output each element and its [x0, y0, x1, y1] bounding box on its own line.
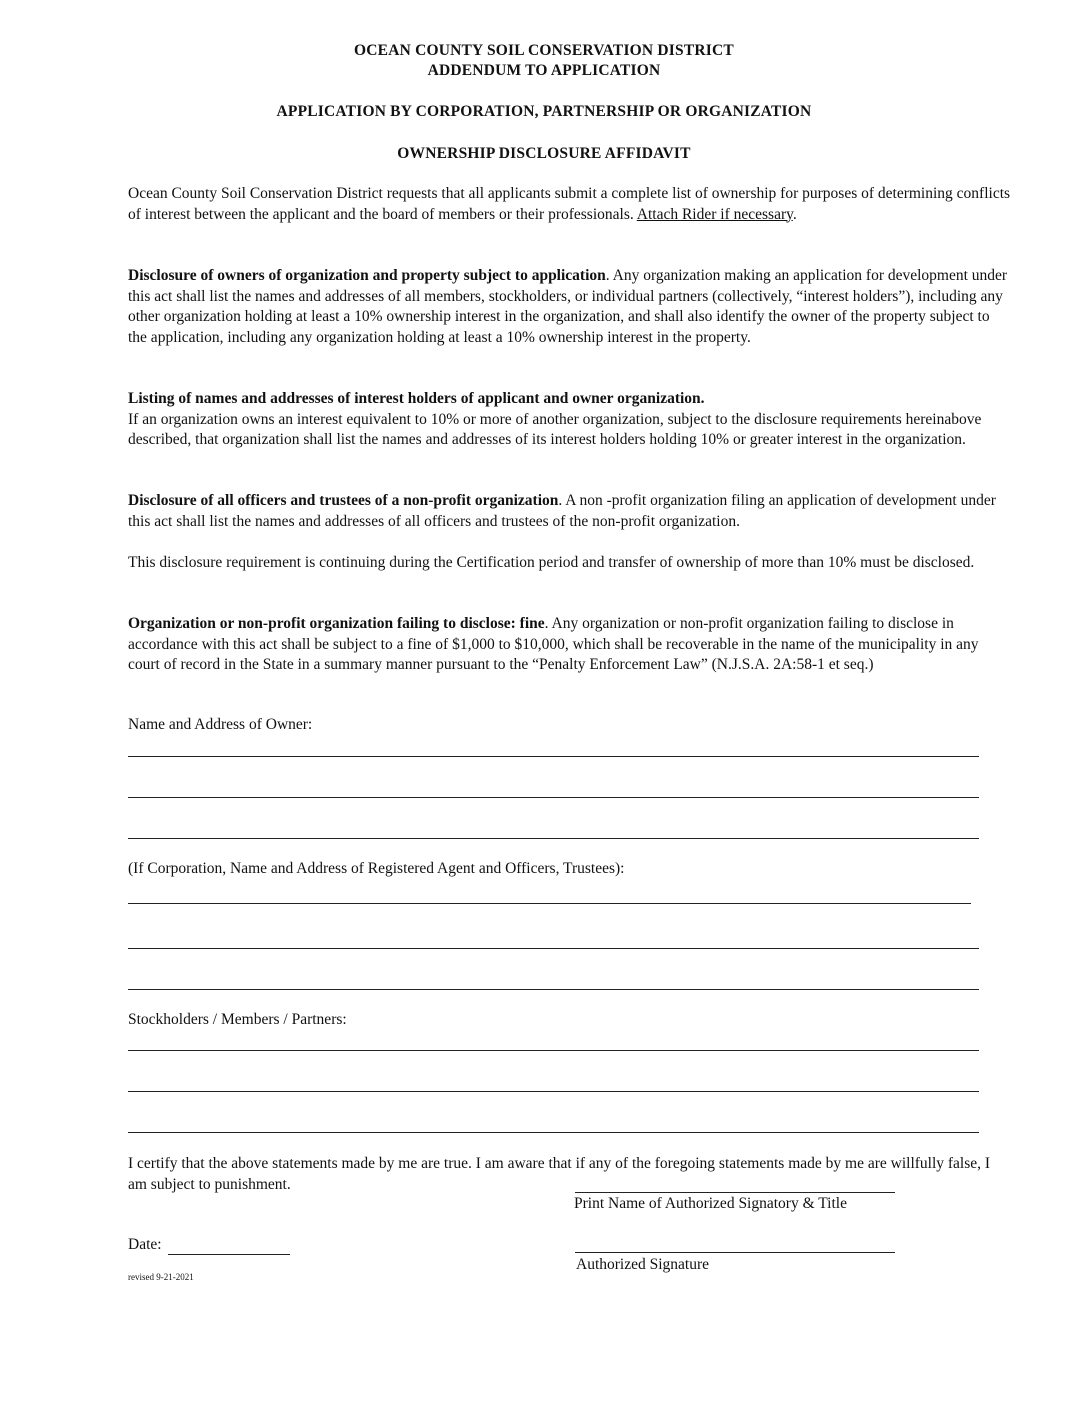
owner-line-2[interactable] [128, 797, 979, 798]
print-name-label: Print Name of Authorized Signatory & Title [574, 1195, 847, 1212]
revision-note: revised 9-21-2021 [128, 1272, 194, 1282]
owner-line-3[interactable] [128, 838, 979, 839]
intro-paragraph [128, 184, 1012, 225]
non-profit-body: . A non -profit organization filing an application of development under this act shall list the names and addresses of all officers and trustees of the non-profit organization. [128, 492, 996, 530]
stockholders-line-3[interactable] [128, 1132, 979, 1133]
interest-holders-heading: Listing of names and addresses of interest holders of applicant and owner organization. [128, 390, 705, 407]
non-profit-paragraph [128, 491, 1012, 532]
addendum-title: ADDENDUM TO APPLICATION [427, 62, 661, 79]
intro-text: Ocean County Soil Conservation District requests that all applicants submit a complete list of ownership for purposes of determining conflicts of interest between the applicant and the board of members or their professionals. [128, 185, 1011, 223]
owner-label: Name and Address of Owner: [128, 716, 313, 733]
district-title: OCEAN COUNTY SOIL CONSERVATION DISTRICT [354, 42, 734, 59]
date-line[interactable] [168, 1254, 290, 1255]
application-title: APPLICATION BY CORPORATION, PARTNERSHIP OR ORGANIZATION [276, 103, 812, 120]
attach-rider-link: Attach Rider if necessary [636, 205, 793, 223]
signature-line[interactable] [575, 1252, 895, 1253]
owners-disclosure-paragraph [128, 266, 1012, 348]
interest-holders-body: If an organization owns an interest equivalent to 10% or more of another organization, subject to the disclosure requirements hereinabove described, that organization shall list the names and addresses of its interest holders holding 10% or greater interest in the organization. [128, 410, 982, 448]
affidavit-title: OWNERSHIP DISCLOSURE AFFIDAVIT [397, 145, 691, 162]
print-name-line[interactable] [575, 1192, 895, 1193]
non-profit-heading: Disclosure of all officers and trustees of a non-profit organization [128, 492, 559, 509]
corporation-line-2[interactable] [128, 948, 979, 949]
continuing-requirement-paragraph: This disclosure requirement is continuing during the Certification period and transfer of ownership of more than 10% must be disclosed. [128, 554, 975, 571]
owner-line-1[interactable] [128, 756, 979, 757]
fine-heading: Organization or non-profit organization failing to disclose: fine [128, 615, 545, 632]
corporation-line-3[interactable] [128, 989, 979, 990]
corporation-line-1[interactable] [128, 903, 971, 904]
interest-holders-paragraph [128, 389, 1012, 451]
certification-statement: I certify that the above statements made by me are true. I am aware that if any of the foregoing statements made by me are willfully false, I am subject to punishment. [128, 1155, 991, 1193]
corporation-label: (If Corporation, Name and Address of Registered Agent and Officers, Trustees): [128, 860, 625, 877]
stockholders-line-2[interactable] [128, 1091, 979, 1092]
stockholders-label: Stockholders / Members / Partners: [128, 1011, 347, 1028]
date-label: Date: [128, 1236, 162, 1253]
owners-disclosure-body: . Any organization making an application for development under this act shall list the names and addresses of all members, stockholders, or individual partners (collectively, “interest holders”), including any other organization holding at least a 10% ownership interest in the organization, and shall also identify the owner of the property subject to the application, including any organization holding at least a 10% ownership interest in the property. [128, 267, 1008, 346]
fine-body: . Any organization or non-profit organization failing to disclose in accordance with this act shall be subject to a fine of $1,000 to $10,000, which shall be recoverable in the name of the municipality in any court of record in the State in a summary manner pursuant to the “Penalty Enforcement Law” (N.J.S.A. 2A:58-1 et seq.) [128, 615, 979, 673]
signature-label: Authorized Signature [576, 1256, 710, 1273]
owners-disclosure-heading: Disclosure of owners of organization and property subject to application [128, 267, 606, 284]
intro-end: . [792, 205, 797, 223]
fine-paragraph [128, 614, 1012, 676]
stockholders-line-1[interactable] [128, 1050, 979, 1051]
